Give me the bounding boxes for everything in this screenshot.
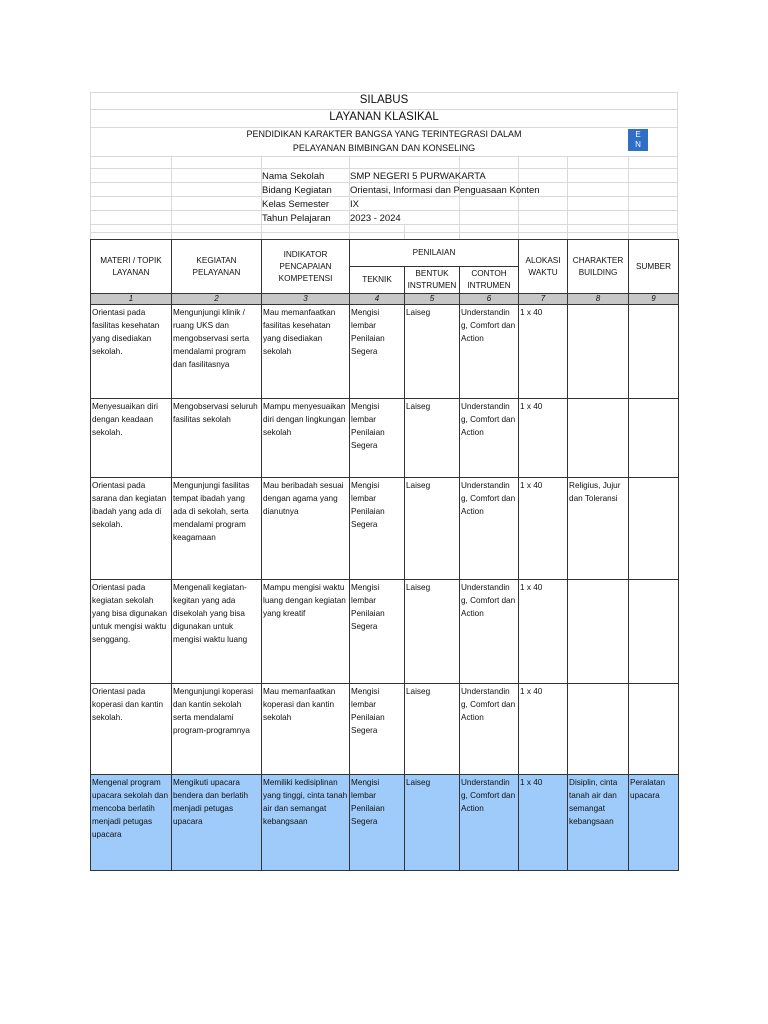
- info-value: IX: [350, 199, 359, 210]
- cell-sumber: [629, 399, 679, 478]
- cell-teknik: Mengisi lembar Penilaian Segera: [350, 775, 405, 871]
- cell-teknik: Mengisi lembar Penilaian Segera: [350, 305, 405, 399]
- cell-karakter: [568, 580, 629, 684]
- table-row-selected[interactable]: [91, 775, 679, 871]
- col-header-sumber: SUMBER: [629, 240, 679, 294]
- cell-materi: Mengenal program upacara sekolah dan mencoba berlatih menjadi petugas upacara: [91, 775, 172, 871]
- cell-sumber: [629, 305, 679, 399]
- col-header-materi: MATERI / TOPIK LAYANAN: [91, 240, 172, 294]
- col-number: 9: [629, 294, 679, 305]
- cell-bentuk: Laiseg: [405, 580, 460, 684]
- col-number: 3: [262, 294, 350, 305]
- cell-teknik: Mengisi lembar Penilaian Segera: [350, 478, 405, 580]
- cell-bentuk: Laiseg: [405, 775, 460, 871]
- program-line-1: PENDIDIKAN KARAKTER BANGSA YANG TERINTEGRASI DALAM: [246, 129, 522, 139]
- cell-alokasi: 1 x 40: [519, 305, 568, 399]
- document-title: SILABUS: [359, 94, 409, 106]
- cell-alokasi: 1 x 40: [519, 580, 568, 684]
- cell-indikator: Memiliki kedisiplinan yang tinggi, cinta tanah air dan semangat kebangsaan: [262, 775, 350, 871]
- table-row: [91, 305, 679, 399]
- cell-kegiatan: Mengunjungi fasilitas tempat ibadah yang ada di sekolah, serta mendalami program keagamaan: [172, 478, 262, 580]
- cell-materi: Orientasi pada koperasi dan kantin sekolah.: [91, 684, 172, 775]
- document-subtitle: LAYANAN KLASIKAL: [329, 111, 439, 123]
- cell-kegiatan: Mengunjungi klinik / ruang UKS dan mengobservasi serta mendalami program dan fasilitasnya: [172, 305, 262, 399]
- table-row: [91, 580, 679, 684]
- cell-sumber: [629, 580, 679, 684]
- cell-sumber: Peralatan upacara: [629, 775, 679, 871]
- col-header-teknik: TEKNIK: [350, 267, 405, 294]
- info-label: Nama Sekolah: [262, 171, 325, 182]
- cell-alokasi: 1 x 40: [519, 775, 568, 871]
- cell-materi: Orientasi pada fasilitas kesehatan yang disediakan sekolah.: [91, 305, 172, 399]
- cell-materi: Orientasi pada kegiatan sekolah yang bisa digunakan untuk mengisi waktu senggang.: [91, 580, 172, 684]
- col-number: 8: [568, 294, 629, 305]
- table-row: [91, 399, 679, 478]
- col-header-contoh: CONTOH INTRUMEN: [460, 267, 519, 294]
- cell-indikator: Mau memanfaatkan koperasi dan kantin sekolah: [262, 684, 350, 775]
- cell-indikator: Mau beribadah sesuai dengan agama yang dianutnya: [262, 478, 350, 580]
- col-header-indikator: INDIKATOR PENCAPAIAN KOMPETENSI: [262, 240, 350, 294]
- cell-contoh: Understandin g, Comfort dan Action: [460, 305, 519, 399]
- program-line-2: PELAYANAN BIMBINGAN DAN KONSELING: [292, 143, 476, 153]
- cell-bentuk: Laiseg: [405, 305, 460, 399]
- cell-karakter: Religius, Jujur dan Toleransi: [568, 478, 629, 580]
- table-row: [91, 478, 679, 580]
- language-badge-top: E: [635, 130, 641, 139]
- col-number: 7: [519, 294, 568, 305]
- cell-indikator: Mau memanfaatkan fasilitas kesehatan yang disediakan sekolah: [262, 305, 350, 399]
- cell-karakter: [568, 684, 629, 775]
- cell-indikator: Mampu mengisi waktu luang dengan kegiatan yang kreatif: [262, 580, 350, 684]
- syllabus-table: [90, 239, 679, 871]
- cell-teknik: Mengisi lembar Penilaian Segera: [350, 399, 405, 478]
- cell-materi: Orientasi pada sarana dan kegiatan ibadah yang ada di sekolah.: [91, 478, 172, 580]
- cell-contoh: Understandin g, Comfort dan Action: [460, 580, 519, 684]
- cell-indikator: Mampu menyesuaikan diri dengan lingkungan sekolah: [262, 399, 350, 478]
- col-header-alokasi: ALOKASI WAKTU: [519, 240, 568, 294]
- col-number: 2: [172, 294, 262, 305]
- info-label: Kelas Semester: [262, 199, 330, 210]
- cell-teknik: Mengisi lembar Penilaian Segera: [350, 580, 405, 684]
- info-label: Bidang Kegiatan: [262, 185, 332, 196]
- cell-kegiatan: Mengobservasi seluruh fasilitas sekolah: [172, 399, 262, 478]
- column-number-row: [91, 294, 679, 305]
- cell-kegiatan: Mengikuti upacara bendera dan berlatih menjadi petugas upacara: [172, 775, 262, 871]
- col-header-karakter: CHARAKTER BUILDING: [568, 240, 629, 294]
- cell-contoh: Understandin g, Comfort dan Action: [460, 478, 519, 580]
- cell-alokasi: 1 x 40: [519, 684, 568, 775]
- cell-kegiatan: Mengenali kegiatan-kegitan yang ada disekolah yang bisa digunakan untuk mengisi waktu luang: [172, 580, 262, 684]
- info-value: 2023 - 2024: [350, 213, 401, 224]
- col-number: 1: [91, 294, 172, 305]
- info-value: SMP NEGERI 5 PURWAKARTA: [350, 171, 486, 182]
- cell-contoh: Understandin g, Comfort dan Action: [460, 775, 519, 871]
- col-number: 6: [460, 294, 519, 305]
- table-row: [91, 684, 679, 775]
- col-number: 4: [350, 294, 405, 305]
- cell-bentuk: Laiseg: [405, 684, 460, 775]
- cell-contoh: Understandin g, Comfort dan Action: [460, 684, 519, 775]
- cell-karakter: [568, 399, 629, 478]
- cell-sumber: [629, 684, 679, 775]
- col-number: 5: [405, 294, 460, 305]
- cell-teknik: Mengisi lembar Penilaian Segera: [350, 684, 405, 775]
- table-header-row: [91, 240, 679, 267]
- language-badge-bottom: N: [635, 140, 641, 149]
- cell-contoh: Understandin g, Comfort dan Action: [460, 399, 519, 478]
- col-header-kegiatan: KEGIATAN PELAYANAN: [172, 240, 262, 294]
- cell-karakter: Disiplin, cinta tanah air dan semangat kebangsaan: [568, 775, 629, 871]
- language-badge[interactable]: [628, 129, 648, 151]
- cell-sumber: [629, 478, 679, 580]
- cell-alokasi: 1 x 40: [519, 399, 568, 478]
- cell-alokasi: 1 x 40: [519, 478, 568, 580]
- cell-bentuk: Laiseg: [405, 399, 460, 478]
- cell-materi: Menyesuaikan diri dengan keadaan sekolah.: [91, 399, 172, 478]
- col-header-bentuk: BENTUK INSTRUMEN: [405, 267, 460, 294]
- cell-kegiatan: Mengunjungi koperasi dan kantin sekolah serta mendalami program-programnya: [172, 684, 262, 775]
- col-header-penilaian: PENILAIAN: [350, 240, 519, 267]
- cell-karakter: [568, 305, 629, 399]
- cell-bentuk: Laiseg: [405, 478, 460, 580]
- info-label: Tahun Pelajaran: [262, 213, 331, 224]
- info-value: Orientasi, Informasi dan Penguasaan Konten: [350, 185, 540, 196]
